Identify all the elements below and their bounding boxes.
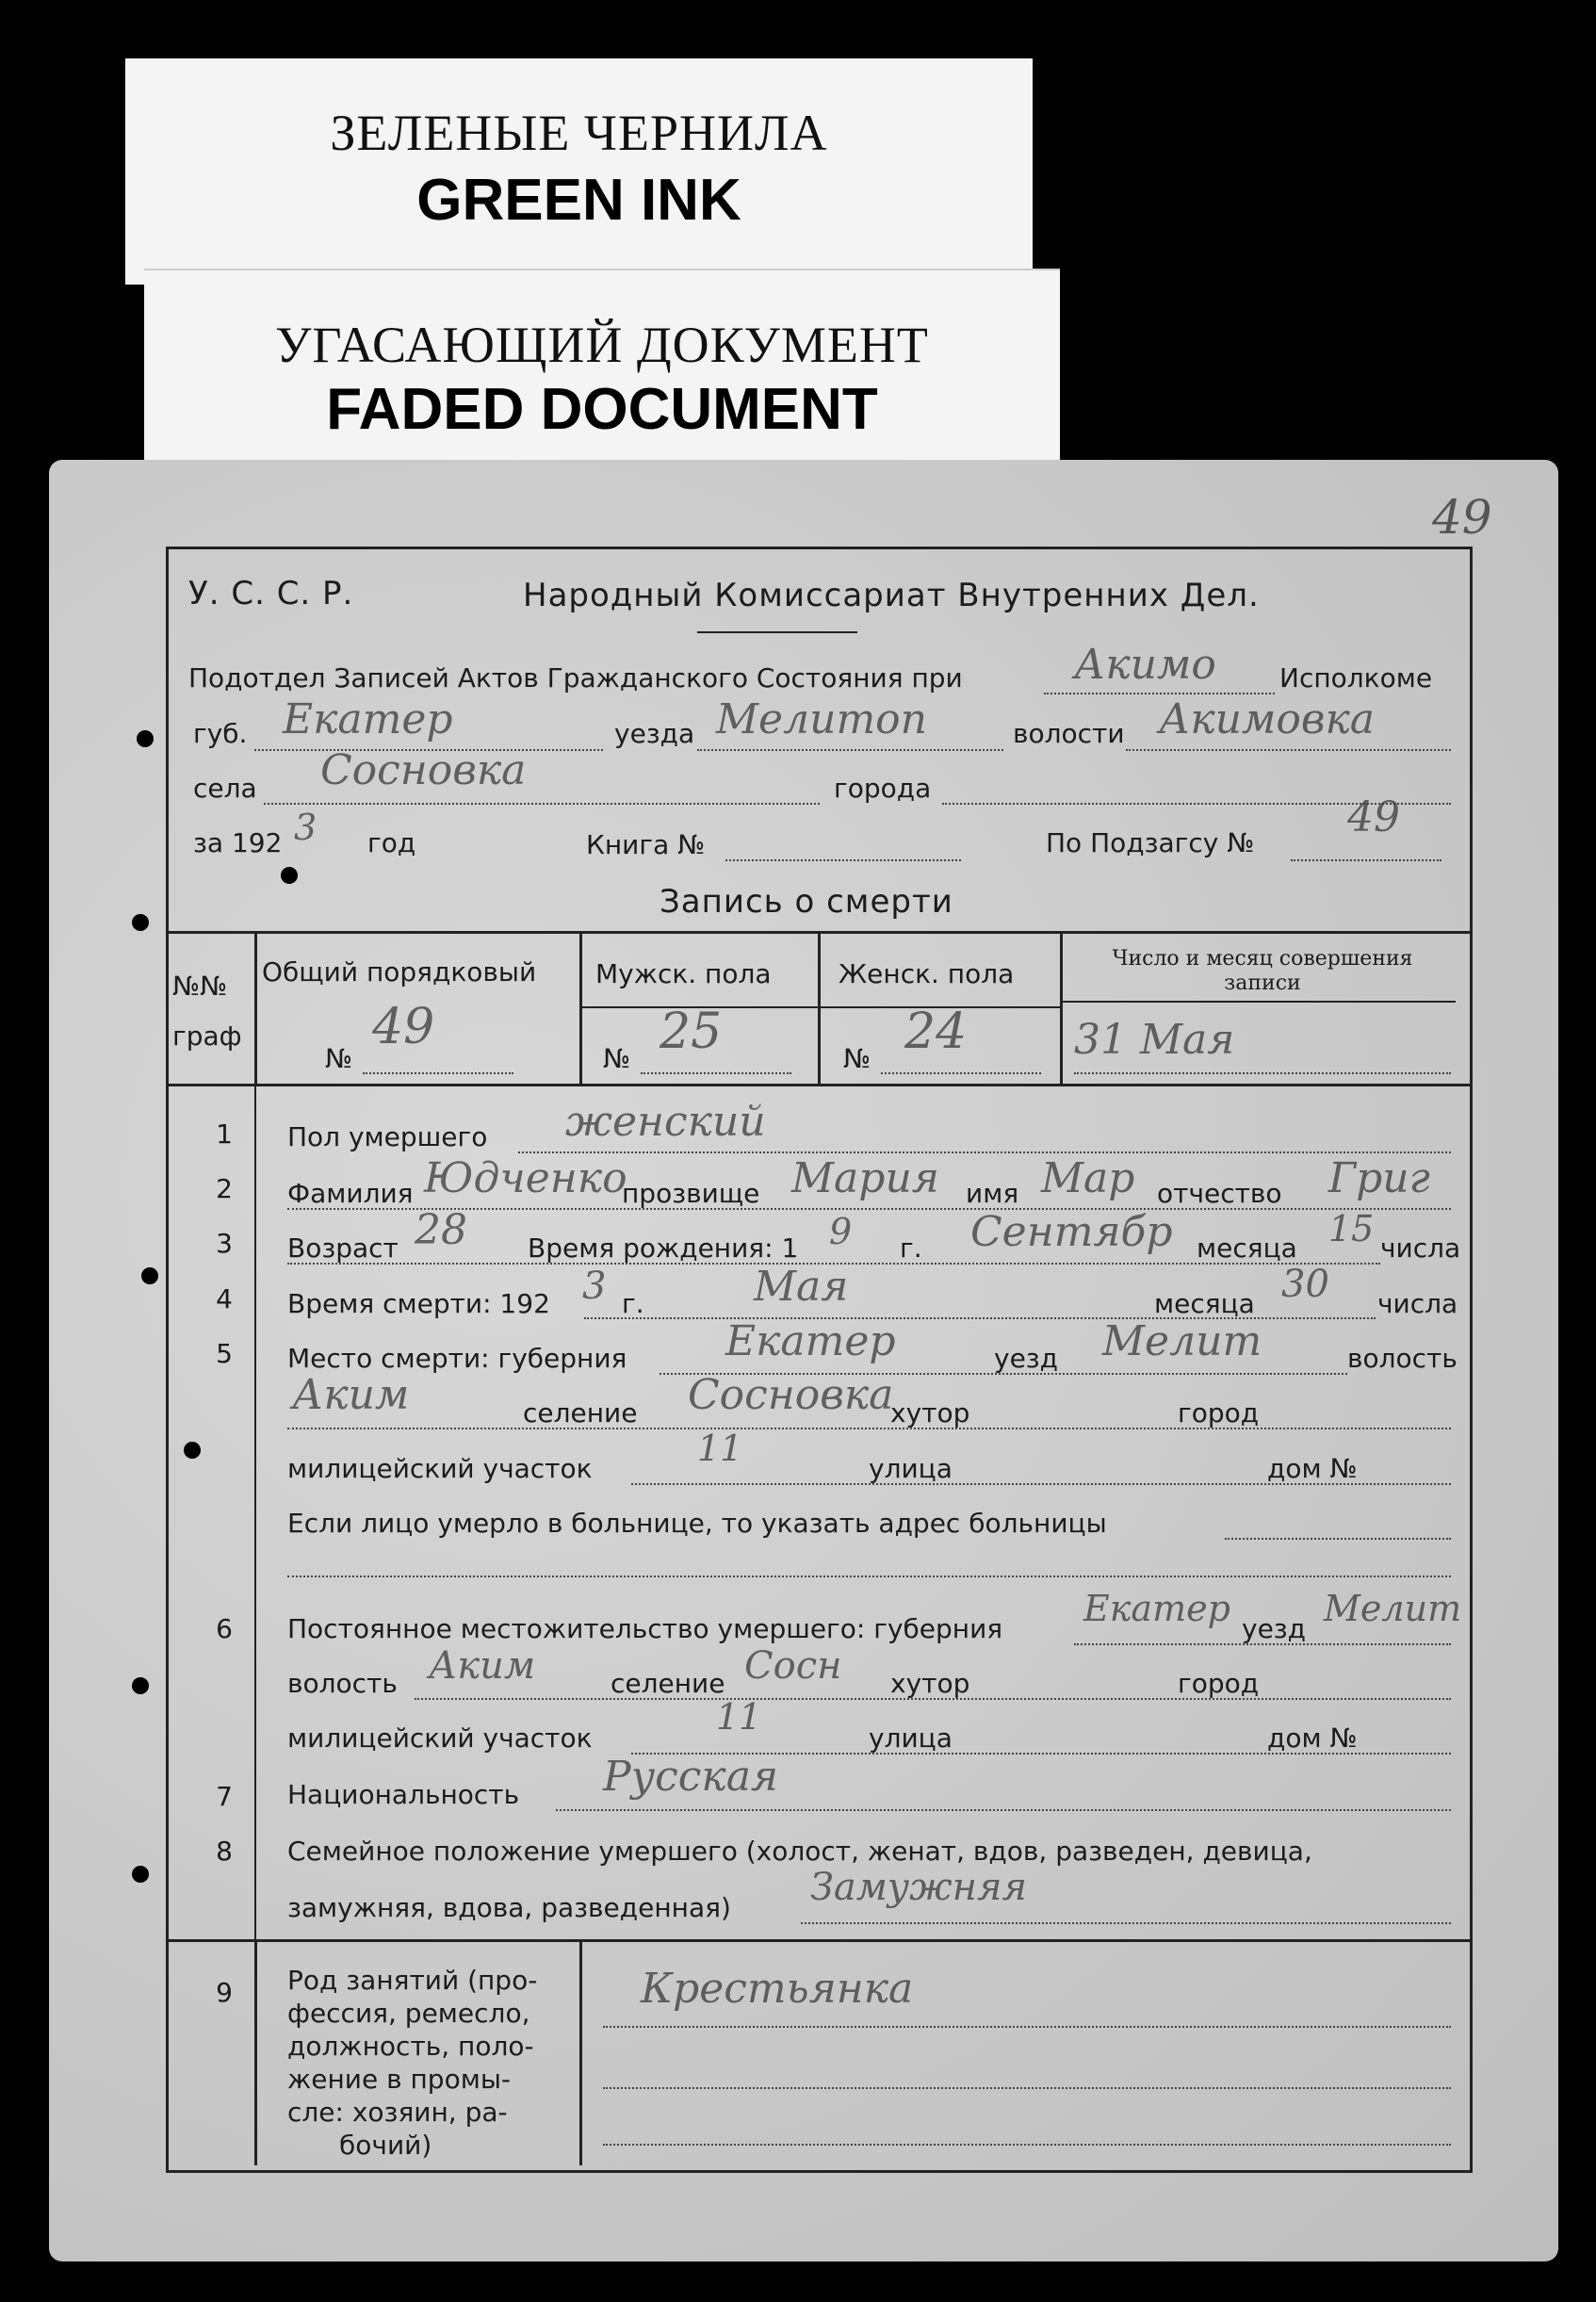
handwritten-nickname: Мария [791, 1154, 939, 1202]
fill-line [415, 1698, 1451, 1700]
family-label: Семейное положение умершего (холост, женат, вдов, разведен, девица, [287, 1836, 1312, 1867]
table-rule [1060, 931, 1063, 1084]
faded-document-en: FADED DOCUMENT [326, 377, 878, 442]
handwritten-death-day: 30 [1281, 1263, 1329, 1306]
handwritten-occupation: Крестьянка [641, 1965, 914, 2013]
row-number: 3 [216, 1228, 233, 1259]
table-rule [254, 1084, 256, 1960]
sex-label: Пол умершего [287, 1121, 488, 1152]
fill-line [1044, 693, 1275, 694]
fill-line [641, 1072, 791, 1074]
fill-line [1074, 1072, 1451, 1074]
handwritten-res-selenie: Сосн [744, 1644, 842, 1688]
table-rule [254, 1939, 257, 2165]
handwritten-birth-year: 9 [829, 1211, 853, 1252]
fill-line [363, 1072, 513, 1074]
fill-line [287, 1428, 1451, 1429]
male-col-header: Мужск. пола [595, 958, 772, 989]
nation-label: Национальность [287, 1779, 520, 1810]
handwritten-sex: женский [565, 1098, 766, 1146]
female-no-label: № [843, 1043, 871, 1074]
fill-line [801, 1922, 1451, 1924]
podzags-label: По Подзагсу № [1046, 827, 1255, 858]
death-label: Время смерти: 192 [287, 1288, 550, 1319]
place-volost-label: волость [1347, 1343, 1458, 1374]
ussr-heading: У. С. С. Р. [188, 575, 354, 612]
row-number: 6 [216, 1613, 233, 1644]
sela-label: села [193, 773, 257, 804]
punch-hole [137, 730, 154, 747]
name-label: имя [966, 1178, 1019, 1209]
fill-line [287, 1575, 1451, 1577]
handwritten-res-militia: 11 [716, 1696, 762, 1738]
general-no-label: № [325, 1043, 353, 1074]
occupation-label-3: должность, поло- [287, 2031, 534, 2062]
male-no-label: № [603, 1043, 631, 1074]
occupation-label-2: фессия, ремесло, [287, 1998, 530, 2029]
fill-line [1074, 1643, 1451, 1645]
death-day-label: числа [1377, 1288, 1458, 1319]
punch-hole [132, 914, 149, 931]
row-number: 7 [216, 1781, 233, 1812]
punch-hole [132, 1677, 149, 1694]
birth-month-label: месяца [1197, 1233, 1297, 1264]
volosti-label: волости [1013, 718, 1125, 749]
handwritten-general-no: 49 [372, 999, 435, 1055]
place-selenie-label: селение [523, 1397, 638, 1429]
handwritten-place-selenie: Сосновка [688, 1371, 894, 1419]
fill-line [697, 749, 1003, 751]
table-rule [166, 1939, 1470, 1942]
record-title: Запись о смерти [660, 883, 953, 921]
female-col-header: Женск. пола [839, 958, 1015, 989]
handwritten-age: 28 [415, 1206, 467, 1254]
handwritten-date: 31 Мая [1074, 1016, 1235, 1064]
handwritten-res-uezd: Мелит [1324, 1588, 1462, 1629]
subdept-label: Подотдел Записей Актов Гражданского Состояния при [188, 662, 963, 694]
res-gorod-label: город [1178, 1668, 1260, 1699]
handwritten-res-volost: Аким [429, 1644, 536, 1688]
general-col-header: Общий порядковый [262, 956, 537, 988]
table-rule [1060, 1001, 1456, 1003]
kniga-label: Книга № [586, 829, 706, 860]
birth-label: Время рождения: 1 [528, 1233, 799, 1264]
handwritten-uezd: Мелитоп [716, 695, 927, 743]
place-uezd-label: уезд [994, 1343, 1059, 1374]
birth-day-label: числа [1380, 1233, 1461, 1264]
row-number: 1 [216, 1118, 233, 1150]
fill-line [1225, 1538, 1451, 1540]
family-label-2: замужняя, вдова, разведенная) [287, 1892, 731, 1923]
divider [697, 631, 857, 633]
res-ulitsa-label: улица [869, 1722, 953, 1754]
res-dom-label: дом № [1267, 1722, 1358, 1754]
fill-line [631, 1483, 1451, 1485]
handwritten-surname: Юдченко [424, 1154, 627, 1202]
green-ink-en: GREEN INK [416, 168, 741, 233]
row-number: 4 [216, 1283, 233, 1314]
row-number: 5 [216, 1338, 233, 1369]
handwritten-death-year: 3 [582, 1265, 607, 1308]
ispolkom-label: Исполкоме [1279, 662, 1433, 694]
place-ulitsa-label: улица [869, 1453, 953, 1484]
handwritten-place-volost: Аким [292, 1371, 410, 1419]
fill-line [725, 859, 961, 861]
goroda-label: города [834, 773, 932, 804]
patronymic-label: отчество [1157, 1178, 1282, 1209]
faded-document-label [144, 269, 1060, 464]
fill-line [556, 1809, 1451, 1811]
god-label: год [367, 827, 416, 858]
surname-label: Фамилия [287, 1178, 414, 1209]
handwritten-selo: Сосновка [320, 746, 527, 794]
occupation-label-4: жение в промы- [287, 2064, 512, 2095]
fill-line [603, 2087, 1451, 2089]
table-rule [579, 1939, 582, 2165]
fill-line [603, 2026, 1451, 2028]
occupation-label-6: бочий) [339, 2130, 432, 2161]
handwritten-ispolkom: Акимо [1074, 641, 1216, 689]
death-g-label: г. [622, 1288, 644, 1319]
handwritten-birth-month: Сентябр [970, 1208, 1173, 1256]
faded-document-ru: УГАСАЮЩИЙ ДОКУМЕНТ [275, 317, 929, 373]
punch-hole [141, 1267, 158, 1284]
residence-label: Постоянное местожительство умершего: губерния [287, 1613, 1003, 1644]
handwritten-res-gub: Екатер [1083, 1588, 1230, 1629]
row-number: 9 [216, 1977, 233, 2008]
nickname-label: прозвище [622, 1178, 760, 1209]
table-rule [166, 1084, 1470, 1086]
row-number: 8 [216, 1836, 233, 1867]
uezda-label: уезда [614, 718, 695, 749]
place-militia-label: милицейский участок [287, 1453, 593, 1484]
handwritten-birth-day: 15 [1328, 1208, 1375, 1249]
fill-line [603, 2144, 1451, 2146]
page-number: 49 [1432, 490, 1492, 545]
place-gorod-label: город [1178, 1397, 1260, 1429]
handwritten-male-no: 25 [660, 1004, 723, 1060]
year-label: за 192 [193, 827, 283, 858]
fill-line [1126, 749, 1451, 751]
handwritten-year: 3 [294, 807, 318, 848]
handwritten-name: Мар [1041, 1154, 1135, 1202]
handwritten-patronymic: Григ [1328, 1154, 1430, 1202]
fill-line [518, 1151, 1451, 1153]
handwritten-family: Замужняя [810, 1866, 1027, 1909]
age-label: Возраст [287, 1233, 399, 1264]
handwritten-volost: Акимовка [1159, 695, 1376, 743]
occupation-label-5: сле: хозяин, ра- [287, 2097, 508, 2128]
gub-label: губ. [193, 718, 248, 749]
nn-header: №№ [172, 971, 228, 1002]
handwritten-place-gub: Екатер [725, 1317, 896, 1365]
table-rule [254, 931, 257, 1084]
table-rule [579, 1006, 1060, 1008]
handwritten-nation: Русская [603, 1753, 779, 1801]
res-uezd-label: уезд [1242, 1613, 1307, 1644]
green-ink-label [125, 58, 1033, 285]
occupation-label-1: Род занятий (про- [287, 1965, 538, 1996]
handwritten-place-uezd: Мелит [1102, 1317, 1262, 1365]
fill-line [264, 803, 820, 805]
handwritten-death-month: Мая [754, 1263, 849, 1311]
fill-line [1291, 859, 1441, 861]
place-label: Место смерти: губерния [287, 1343, 627, 1374]
death-month-label: месяца [1154, 1288, 1255, 1319]
ministry-heading: Народный Комиссариат Внутренних Дел. [523, 577, 1260, 614]
handwritten-female-no: 24 [904, 1004, 968, 1060]
hospital-label: Если лицо умерло в больнице, то указать адрес больницы [287, 1508, 1107, 1539]
place-khutor-label: хутор [890, 1397, 970, 1429]
handwritten-place-militia: 11 [697, 1428, 743, 1469]
birth-g-label: г. [900, 1233, 922, 1264]
row-number: 2 [216, 1173, 233, 1204]
handwritten-podzags: 49 [1347, 793, 1400, 841]
handwritten-gub: Екатер [283, 695, 453, 743]
res-militia-label: милицейский участок [287, 1722, 593, 1754]
green-ink-ru: ЗЕЛЕНЫЕ ЧЕРНИЛА [330, 105, 828, 161]
punch-hole [132, 1866, 149, 1883]
date-col-header: Число и месяц совершения записи [1112, 947, 1413, 995]
res-khutor-label: хутор [890, 1668, 970, 1699]
place-dom-label: дом № [1267, 1453, 1358, 1484]
fill-line [881, 1072, 1041, 1074]
res-volost-label: волость [287, 1668, 398, 1699]
res-selenie-label: селение [611, 1668, 725, 1699]
graf-header: граф [172, 1020, 242, 1052]
